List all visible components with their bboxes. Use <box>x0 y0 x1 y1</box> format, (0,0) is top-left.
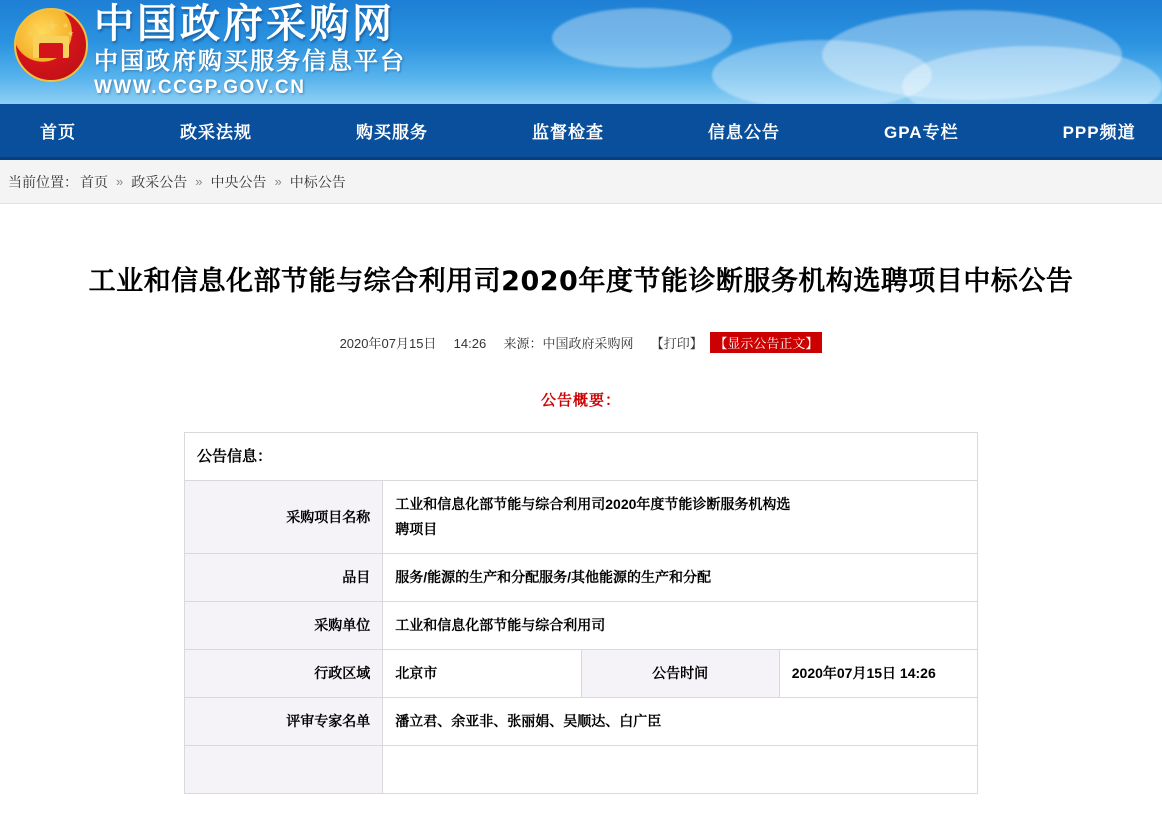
nav-item-supervision[interactable]: 监督检查 <box>532 123 604 142</box>
table-row <box>185 602 978 650</box>
site-title-sub: 中国政府购买服务信息平台 <box>94 47 406 75</box>
row-value-project-name <box>383 481 978 554</box>
table-section-title: 公告信息： <box>185 433 978 481</box>
breadcrumb-item-home[interactable]: 首页 <box>80 173 108 190</box>
row-value-category: 服务/能源的生产和分配服务/其他能源的生产和分配 <box>383 554 978 602</box>
nav-item-announcements[interactable]: 信息公告 <box>708 123 780 142</box>
summary-heading: 公告概要： <box>540 392 621 409</box>
row-value-announcement-time: 2020年07月15日 14:26 <box>779 650 977 698</box>
breadcrumb-separator-icon: » <box>274 174 282 189</box>
table-row <box>185 650 978 698</box>
document-meta <box>31 332 1131 353</box>
row-label-category: 品目 <box>185 554 383 602</box>
table-row <box>185 481 978 554</box>
row-label-announcement-time: 公告时间 <box>581 650 779 698</box>
breadcrumb-separator-icon: » <box>195 174 203 189</box>
site-banner <box>0 0 1162 104</box>
table-row <box>185 433 978 481</box>
nav-item-gpa[interactable]: GPA专栏 <box>884 123 959 142</box>
row-value-purchaser: 工业和信息化部节能与综合利用司 <box>383 602 978 650</box>
page-title: 工业和信息化部节能与综合利用司2020年度节能诊断服务机构选聘项目中标公告 <box>88 266 1074 297</box>
row-value-line: 工业和信息化部节能与综合利用司2020年度节能诊断服务机构选 <box>395 496 791 512</box>
publish-date: 2020年07月15日 <box>339 336 437 351</box>
row-value-line: 聘项目 <box>395 521 438 537</box>
source-label: 来源： <box>503 336 543 351</box>
nav-item-home[interactable]: 首页 <box>40 123 76 142</box>
breadcrumb-item-award-notice[interactable]: 中标公告 <box>289 173 346 190</box>
row-label-region: 行政区域 <box>185 650 383 698</box>
row-label-review-experts: 评审专家名单 <box>185 698 383 746</box>
table-row <box>185 698 978 746</box>
row-label-empty <box>185 746 383 794</box>
breadcrumb <box>0 160 1162 204</box>
row-value-empty <box>383 746 978 794</box>
main-navigation <box>0 104 1162 160</box>
breadcrumb-prefix: 当前位置： <box>8 173 78 190</box>
publish-time: 14:26 <box>453 336 487 351</box>
table-row <box>185 554 978 602</box>
nav-item-regulations[interactable]: 政采法规 <box>180 123 252 142</box>
site-titles <box>94 2 406 100</box>
breadcrumb-separator-icon: » <box>116 174 124 189</box>
table-row <box>185 746 978 794</box>
row-label-project-name: 采购项目名称 <box>185 481 383 554</box>
print-button[interactable]: 【打印】 <box>650 336 703 351</box>
site-url: WWW.CCGP.GOV.CN <box>94 77 306 98</box>
page-body <box>0 262 1162 814</box>
breadcrumb-item-central-notice[interactable]: 中央公告 <box>210 173 267 190</box>
row-label-purchaser: 采购单位 <box>185 602 383 650</box>
row-value-region: 北京市 <box>383 650 581 698</box>
show-full-text-button[interactable]: 【显示公告正文】 <box>710 332 822 353</box>
announcement-info-table <box>184 432 978 794</box>
breadcrumb-item-procurement-notice[interactable]: 政采公告 <box>131 173 188 190</box>
content-container <box>31 262 1131 794</box>
nav-item-ppp[interactable]: PPP频道 <box>1062 123 1136 142</box>
cloud-decoration <box>712 40 932 104</box>
national-emblem-icon: ★ ★ ★ ★ ★ <box>14 8 88 82</box>
source-value: 中国政府采购网 <box>542 336 634 351</box>
row-value-review-experts: 潘立君、余亚非、张丽娟、吴顺达、白广臣 <box>383 698 978 746</box>
cloud-decoration <box>552 8 732 68</box>
site-title-main: 中国政府采购网 <box>94 1 395 47</box>
nav-item-purchase-service[interactable]: 购买服务 <box>356 123 428 142</box>
